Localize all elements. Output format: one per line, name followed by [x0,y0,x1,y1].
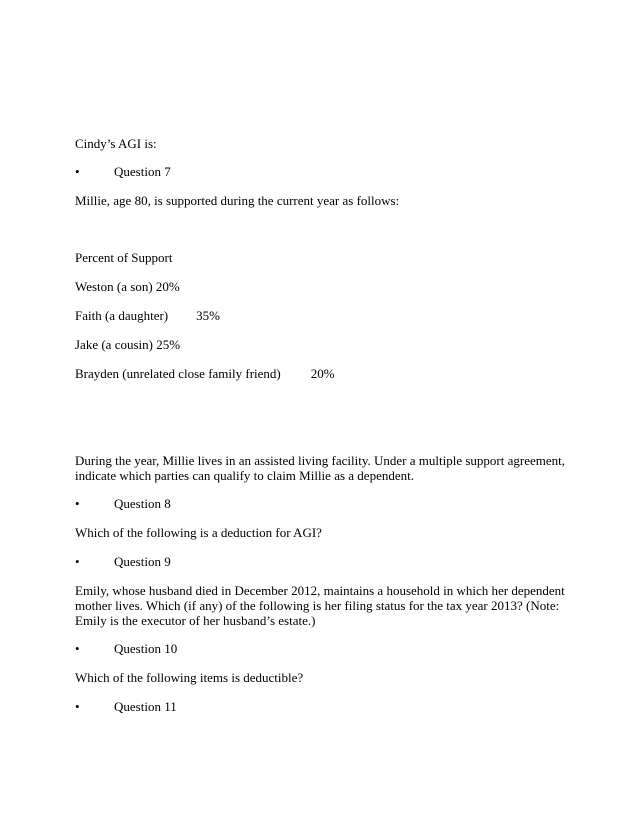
support-pct: 35% [196,308,220,323]
question-11-label: Question 11 [114,699,177,714]
support-pct: 25% [156,337,181,352]
millie-intro: Millie, age 80, is supported during the current year as follows: [75,193,400,208]
support-row [75,337,180,353]
support-name: Brayden (unrelated close family friend) [75,366,281,381]
question-10-text: Which of the following items is deductible? [75,670,304,685]
question-10-heading [75,641,177,657]
bullet: • [75,554,80,569]
question-8-heading [75,496,171,512]
bullet: • [75,496,80,511]
support-name: Weston (a son) [75,279,153,294]
support-name: Jake (a cousin) [75,337,153,352]
question-7-heading [75,164,171,180]
support-row [75,279,180,295]
support-pct: 20% [155,279,180,294]
support-header: Percent of Support [75,250,173,265]
support-name: Faith (a daughter) [75,308,169,323]
bullet: • [75,164,80,179]
bullet: • [75,641,80,656]
question-8-text: Which of the following is a deduction for AGI? [75,525,322,540]
support-row [75,308,220,324]
question-10-label: Question 10 [114,641,178,656]
agi-line: Cindy’s AGI is: [75,136,157,151]
question-7-label: Question 7 [114,164,171,179]
question-9-heading [75,554,171,570]
bullet: • [75,699,80,714]
question-8-label: Question 8 [114,496,171,511]
support-pct: 20% [310,366,335,381]
question-9-label: Question 9 [114,554,171,569]
support-row [75,366,335,382]
question-11-heading [75,699,177,715]
millie-question: During the year, Millie lives in an assisted living facility. Under a multiple support agreement, indicate which parties can qualify to claim Millie as a dependent. [75,453,565,483]
question-9-text: Emily, whose husband died in December 2012, maintains a household in which her dependent mother lives. Which (if any) of the following is her filing status for the tax year 2013? (Note: Emily is the executor of her husband’s estate.) [75,583,565,628]
